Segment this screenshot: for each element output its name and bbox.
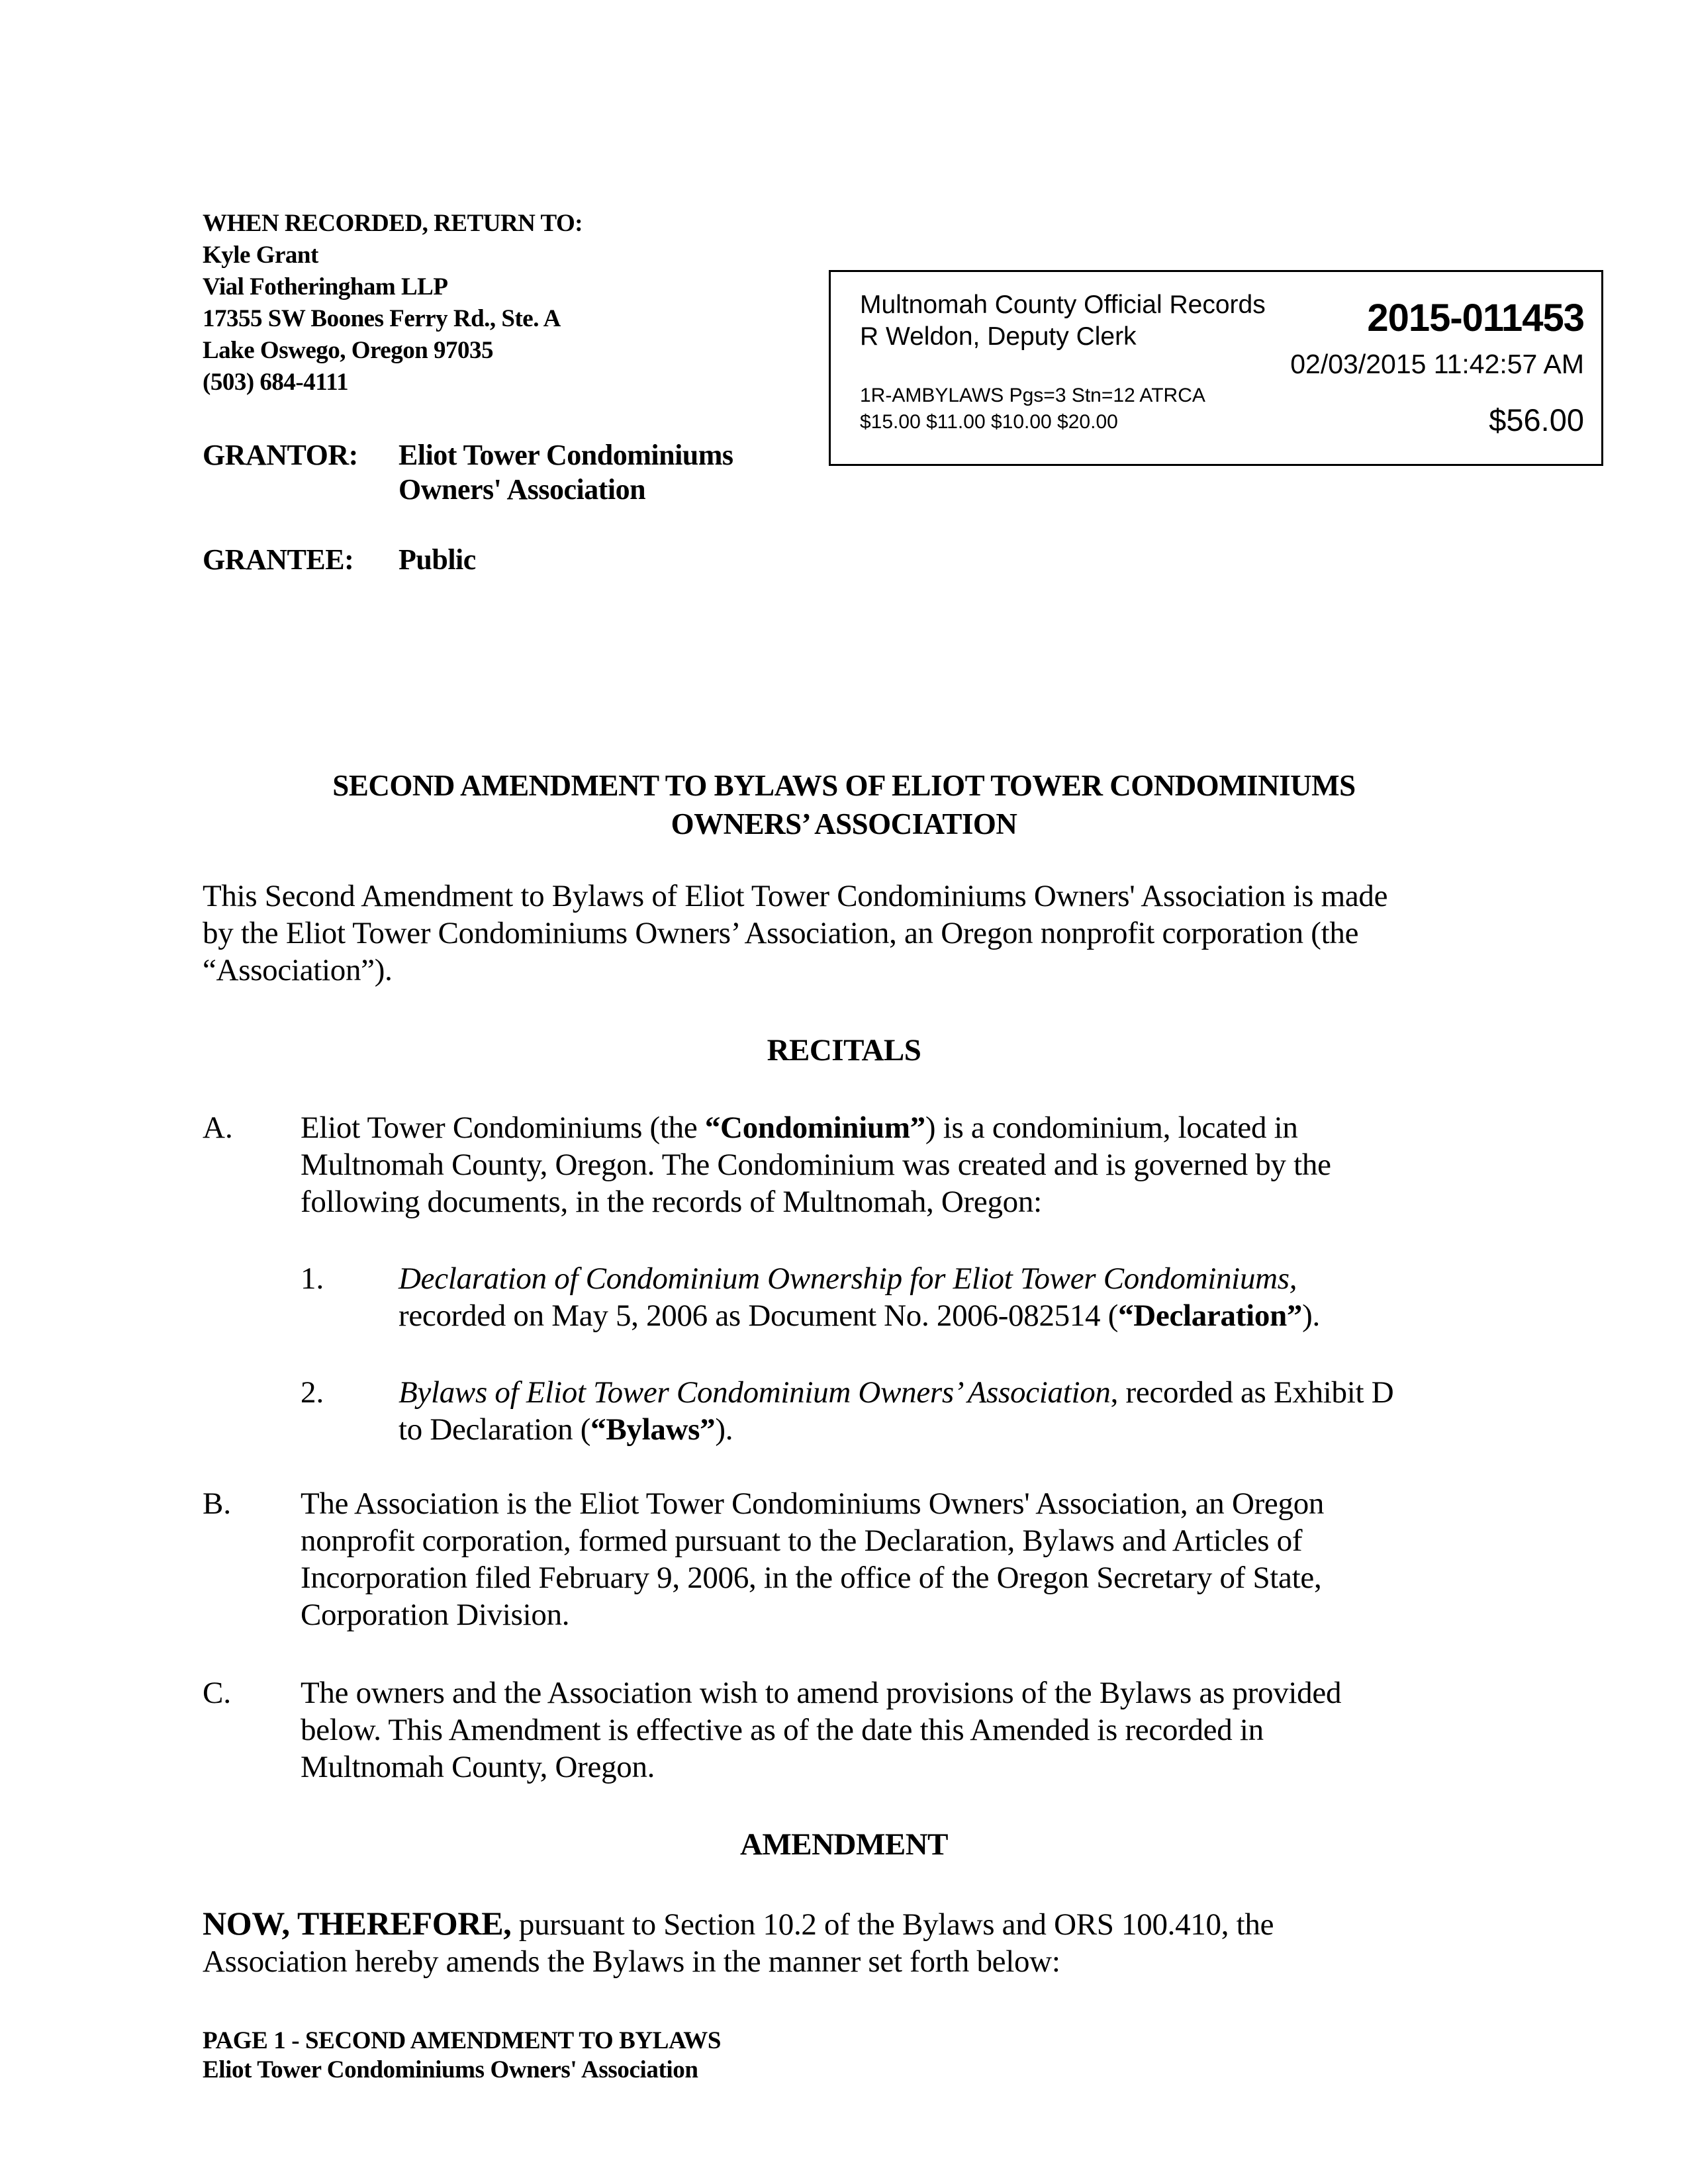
recital-b-marker: B. (203, 1486, 232, 1521)
now-therefore-paragraph (203, 1905, 1493, 1980)
return-to-heading: WHEN RECORDED, RETURN TO: (203, 210, 583, 237)
stamp-datetime: 02/03/2015 11:42:57 AM (1290, 349, 1584, 379)
recital-c-marker: C. (203, 1676, 232, 1710)
footer-association: Eliot Tower Condominiums Owners' Association (203, 2056, 698, 2083)
stamp-office: Multnomah County Official Records (860, 291, 1266, 319)
recital-c-line: The owners and the Association wish to amend provisions of the Bylaws as provided (301, 1676, 1342, 1710)
grantor-label: GRANTOR: (203, 439, 358, 471)
intro-line: This Second Amendment to Bylaws of Eliot Tower Condominiums Owners' Association is made (203, 879, 1388, 913)
return-street: 17355 SW Boones Ferry Rd., Ste. A (203, 305, 561, 332)
return-to-block (203, 208, 583, 398)
defined-term-condominium: “Condominium” (704, 1111, 925, 1145)
doc2-item (399, 1374, 1497, 1448)
doc1-item (399, 1260, 1497, 1334)
grantor-block (203, 438, 733, 507)
recital-a (301, 1109, 1495, 1220)
page-footer (203, 2026, 721, 2085)
recital-b-line: nonprofit corporation, formed pursuant to the Declaration, Bylaws and Articles of (301, 1524, 1303, 1558)
doc1-text: ). (1302, 1298, 1320, 1333)
now-therefore-lead: NOW, THEREFORE, (203, 1905, 512, 1942)
grantor-name-line1: Eliot Tower Condominiums (399, 439, 733, 471)
doc1-text: recorded on May 5, 2006 as Document No. 2006-082514 ( (399, 1298, 1119, 1333)
doc2-title: Bylaws of Eliot Tower Condominium Owners’ Association (399, 1375, 1111, 1410)
recital-a-line: following documents, in the records of Multnomah, Oregon: (301, 1185, 1042, 1219)
grantor-name-line2: Owners' Association (399, 473, 646, 506)
recital-c-line: Multnomah County, Oregon. (301, 1750, 655, 1784)
recital-c (301, 1674, 1495, 1786)
grantee-value: Public (399, 543, 476, 576)
doc2-text: , recorded as Exhibit D (1110, 1375, 1394, 1410)
intro-line: “Association”). (203, 953, 393, 987)
doc2-text: ). (715, 1412, 733, 1447)
grantee-label: GRANTEE: (203, 543, 354, 576)
doc1-marker: 1. (301, 1261, 324, 1296)
stamp-fees: $15.00 $11.00 $10.00 $20.00 (860, 411, 1118, 433)
recitals-heading: RECITALS (767, 1033, 921, 1068)
return-name: Kyle Grant (203, 242, 318, 269)
footer-page-label: PAGE 1 - SECOND AMENDMENT TO BYLAWS (203, 2027, 721, 2054)
doc1-title: Declaration of Condominium Ownership for Eliot Tower Condominiums, (399, 1261, 1297, 1296)
recital-a-line: Multnomah County, Oregon. The Condominium was created and is governed by the (301, 1148, 1331, 1182)
doc2-text: to Declaration ( (399, 1412, 591, 1447)
intro-paragraph (203, 878, 1493, 989)
defined-term-declaration: “Declaration” (1118, 1298, 1303, 1333)
return-city: Lake Oswego, Oregon 97035 (203, 337, 494, 364)
recording-stamp (829, 270, 1603, 466)
now-therefore-line2: Association hereby amends the Bylaws in the manner set forth below: (203, 1944, 1060, 1979)
recital-b-line: Corporation Division. (301, 1598, 570, 1632)
amendment-heading: AMENDMENT (739, 1827, 949, 1862)
document-title-line2: OWNERS’ ASSOCIATION (671, 807, 1017, 841)
document-title-line1: SECOND AMENDMENT TO BYLAWS OF ELIOT TOWER CONDOMINIUMS (332, 769, 1356, 802)
now-therefore-text: pursuant to Section 10.2 of the Bylaws and ORS 100.410, the (511, 1907, 1274, 1942)
stamp-codes: 1R-AMBYLAWS Pgs=3 Stn=12 ATRCA (860, 385, 1205, 406)
stamp-clerk: R Weldon, Deputy Clerk (860, 322, 1137, 351)
intro-line: by the Eliot Tower Condominiums Owners’ Association, an Oregon nonprofit corporation (the (203, 916, 1359, 950)
recital-b-line: The Association is the Eliot Tower Condominiums Owners' Association, an Oregon (301, 1486, 1325, 1521)
stamp-total: $56.00 (1489, 402, 1584, 437)
return-firm: Vial Fotheringham LLP (203, 273, 448, 300)
return-phone: (503) 684-4111 (203, 369, 349, 396)
recital-b-line: Incorporation filed February 9, 2006, in the office of the Oregon Secretary of State, (301, 1561, 1322, 1595)
recital-a-text: ) is a condominium, located in (925, 1111, 1298, 1145)
recital-a-text: Eliot Tower Condominiums (the (301, 1111, 705, 1145)
recital-c-line: below. This Amendment is effective as of the date this Amended is recorded in (301, 1713, 1264, 1747)
grantee-block (203, 543, 476, 577)
stamp-document-number: 2015-011453 (1367, 296, 1584, 340)
recital-a-marker: A. (203, 1111, 233, 1145)
defined-term-bylaws: “Bylaws” (590, 1412, 716, 1447)
recital-b (301, 1485, 1495, 1633)
doc2-marker: 2. (301, 1375, 324, 1410)
